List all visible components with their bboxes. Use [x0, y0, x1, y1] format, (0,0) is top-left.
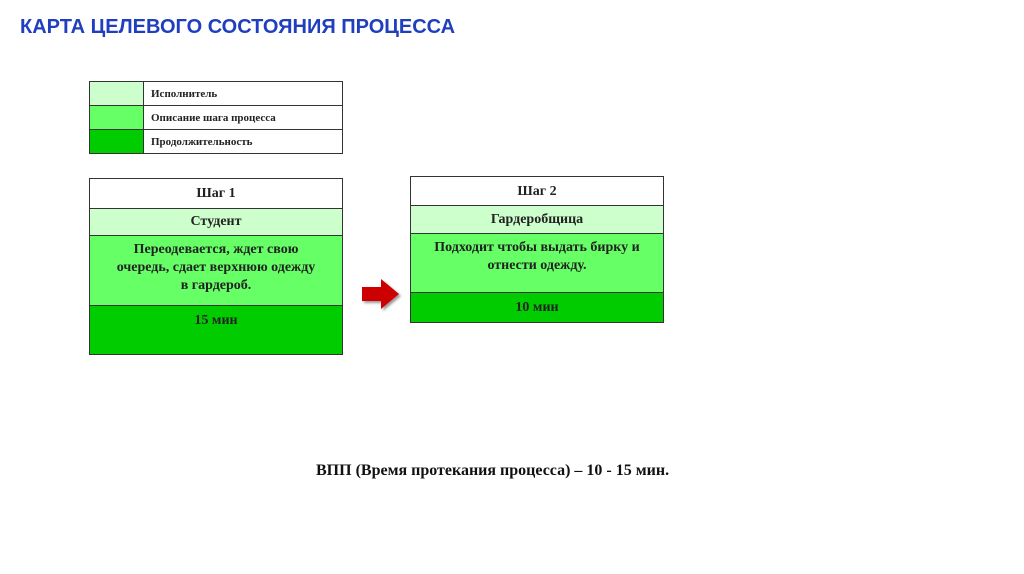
step-2-performer: Гардеробщица	[411, 206, 663, 234]
process-time-summary: ВПП (Время протекания процесса) – 10 - 15 мин.	[316, 462, 670, 479]
legend-row-duration	[90, 130, 343, 154]
legend-label-performer: Исполнитель	[144, 82, 343, 106]
legend-table	[89, 81, 343, 154]
slide-title: КАРТА ЦЕЛЕВОГО СОСТОЯНИЯ ПРОЦЕССА	[20, 16, 456, 38]
legend-label-description: Описание шага процесса	[144, 106, 343, 130]
step-1-card	[89, 178, 343, 355]
legend-row-description	[90, 106, 343, 130]
legend-label-duration: Продолжительность	[144, 130, 343, 154]
step-1-description: Переодевается, ждет свою очередь, сдает верхнюю одежду в гардероб.	[90, 236, 342, 306]
step-1-duration: 15 мин	[90, 306, 342, 354]
legend-swatch-performer	[90, 82, 144, 106]
step-2-duration: 10 мин	[411, 293, 663, 322]
step-2-description: Подходит чтобы выдать бирку и отнести одежду.	[411, 234, 663, 293]
step-2-header: Шаг 2	[411, 177, 663, 206]
step-2-card	[410, 176, 664, 323]
legend-swatch-duration	[90, 130, 144, 154]
step-1-header: Шаг 1	[90, 179, 342, 209]
legend-swatch-description	[90, 106, 144, 130]
right-arrow-icon	[361, 278, 403, 312]
legend-row-performer	[90, 82, 343, 106]
step-1-performer: Студент	[90, 209, 342, 236]
